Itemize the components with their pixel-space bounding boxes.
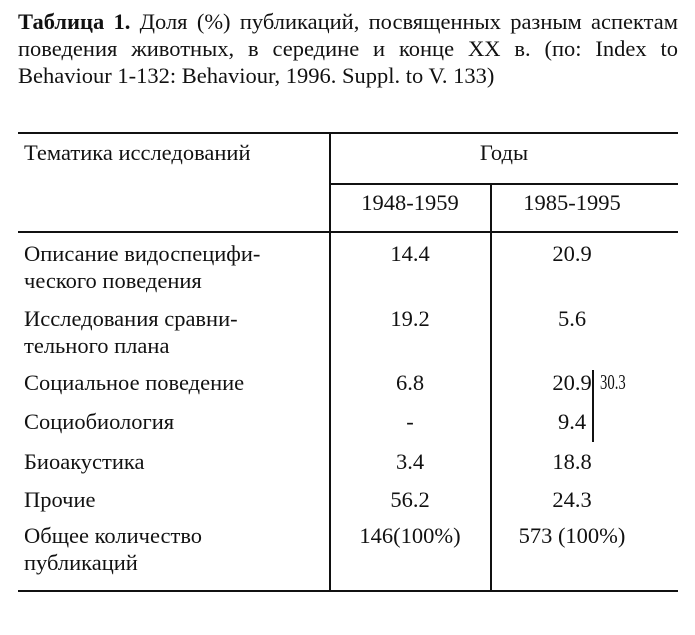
row-value-1985: 24.3 <box>552 487 592 512</box>
row-value-1948: - <box>406 409 414 434</box>
row-value-1985: 9.4 <box>557 409 587 434</box>
row-label: Описание видоспецифи- ческого поведения <box>24 241 261 293</box>
header-bottom-rule <box>18 231 678 233</box>
row-label: Исследования сравни- тельного плана <box>24 306 238 358</box>
table-top-rule <box>18 132 678 134</box>
row-value-1985: 20.9 <box>552 241 592 266</box>
table-bottom-rule <box>18 590 678 592</box>
header-col-1948-1959: 1948-1959 <box>361 190 459 215</box>
row-value-1985: 5.6 <box>557 306 587 331</box>
row-value-1948: 146(100%) <box>359 523 461 548</box>
row-value-1948: 14.4 <box>390 241 430 266</box>
row-label: Общее количество публикаций <box>24 523 203 575</box>
row-value-1948: 6.8 <box>395 370 425 395</box>
row-value-1985: 20.9 <box>552 370 592 395</box>
row-value-1948: 56.2 <box>390 487 430 512</box>
header-col-1985-1995: 1985-1995 <box>523 190 621 215</box>
row-value-1948: 19.2 <box>390 306 430 331</box>
header-topic: Тематика исследований <box>24 140 251 165</box>
row-value-1985: 573 (100%) <box>518 523 626 548</box>
row-label: Социобиология <box>24 409 175 434</box>
caption-text: Доля (%) публикаций, посвященных разным аспектам поведения животных, в середине и конце XX в. (по: Index to Behaviour 1-132: Behaviour, 1996. Suppl. to V. 133) <box>18 9 678 88</box>
years-subheader-rule <box>330 183 678 185</box>
row-value-1985: 18.8 <box>552 449 592 474</box>
table-caption <box>18 8 678 89</box>
row-label: Биоакустика <box>24 449 145 474</box>
row-label: Социальное поведение <box>24 370 245 395</box>
row-value-1948: 3.4 <box>395 449 425 474</box>
header-years: Годы <box>479 140 529 165</box>
caption-label: Таблица 1. <box>18 9 131 34</box>
combined-value-note: 30.3 <box>600 370 626 394</box>
row-label: Прочие <box>24 487 96 512</box>
